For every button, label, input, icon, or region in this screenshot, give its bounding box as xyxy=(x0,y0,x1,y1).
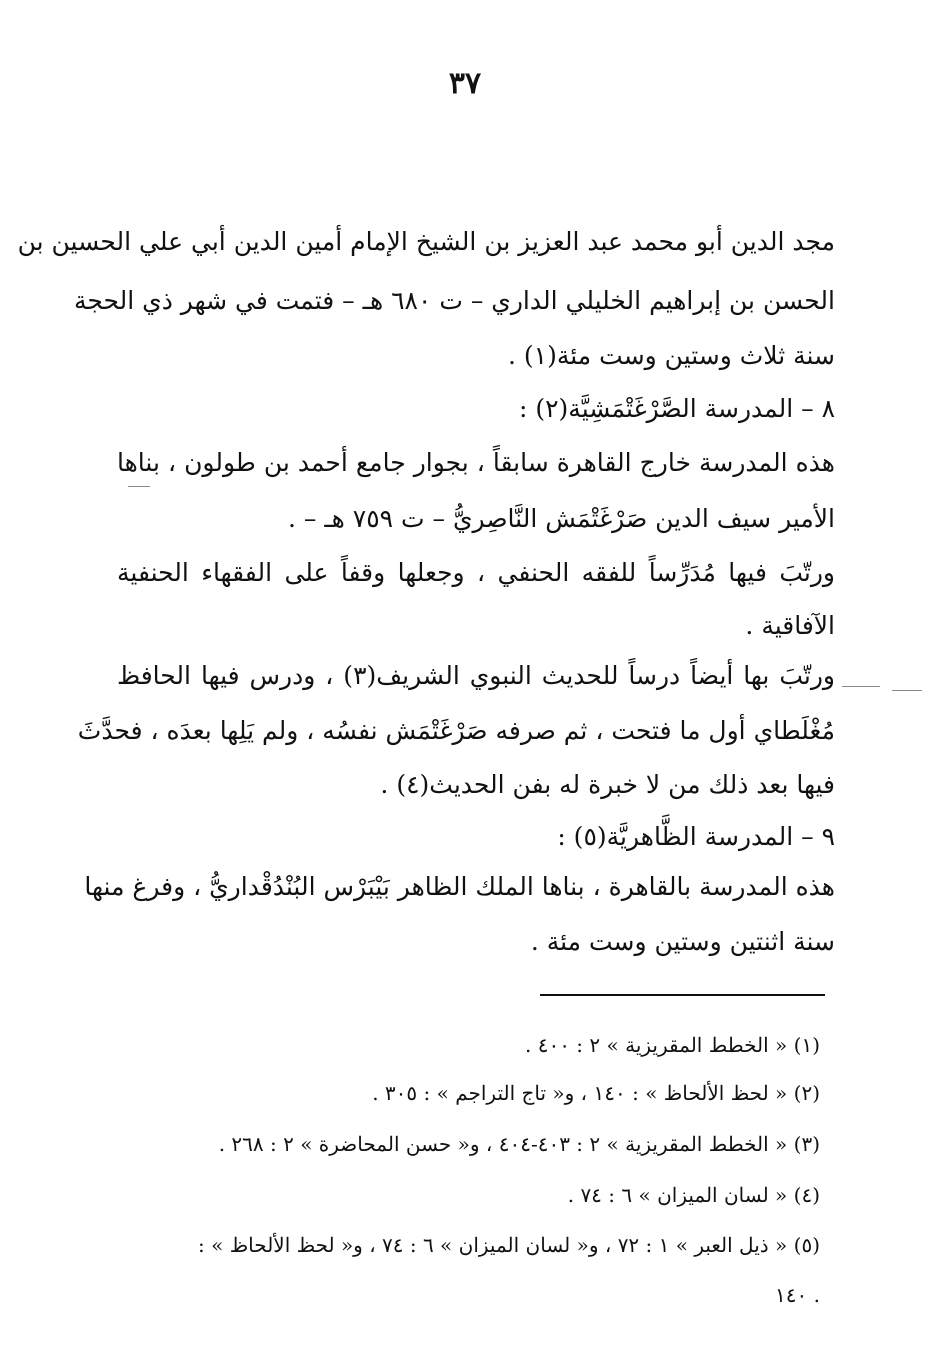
page-number: ٣٧ xyxy=(448,66,482,101)
body-line: سنة اثنتين وستين وست مئة . xyxy=(530,927,835,956)
footnote-separator xyxy=(540,994,825,996)
body-line: مُغْلَطاي أول ما فتحت ، ثم صرفه صَرْغَتْمَش نفسُه ، ولم يَلِها بعدَه ، فحدَّثَ xyxy=(77,716,835,745)
body-line: الحسن بن إبراهيم الخليلي الداري – ت ٦٨٠ هـ – فتمت في شهر ذي الحجة xyxy=(73,286,835,315)
body-line: فيها بعد ذلك من لا خبرة له بفن الحديث(٤) . xyxy=(380,770,835,799)
section-heading-8: ٨ – المدرسة الصَّرْغَتْمَشِيَّة(٢) : xyxy=(518,394,835,423)
body-line: ورتّبَ فيها مُدَرِّساً للفقه الحنفي ، وجعلها وقفاً على الفقهاء الحنفية xyxy=(117,558,835,587)
body-line: الأمير سيف الدين صَرْغَتْمَش النَّاصِريُّ – ت ٧٥٩ هـ – . xyxy=(287,504,835,533)
scan-mark xyxy=(892,690,922,691)
footnote: (٤) « لسان الميزان » ٦ : ٧٤ . xyxy=(567,1183,820,1207)
body-line: هذه المدرسة خارج القاهرة سابقاً ، بجوار جامع أحمد بن طولون ، بناها xyxy=(117,448,835,477)
body-line: مجد الدين أبو محمد عبد العزيز بن الشيخ الإمام أمين الدين أبي علي الحسين بن xyxy=(17,227,835,256)
footnote: (١) « الخطط المقريزية » ٢ : ٤٠٠ . xyxy=(525,1033,820,1057)
section-heading-9: ٩ – المدرسة الظَّاهريَّة(٥) : xyxy=(557,822,835,851)
footnote: . ١٤٠ xyxy=(775,1283,820,1307)
footnote: (٢) « لحظ الألحاظ » : ١٤٠ ، و« تاج التراجم » : ٣٠٥ . xyxy=(372,1081,820,1105)
body-line: سنة ثلاث وستين وست مئة(١) . xyxy=(508,341,835,370)
body-line: هذه المدرسة بالقاهرة ، بناها الملك الظاهر بَيْبَرْس البُنْدُقْداريُّ ، وفرغ منها xyxy=(84,872,835,901)
footnote: (٥) « ذيل العبر » ١ : ٧٢ ، و« لسان الميزان » ٦ : ٧٤ ، و« لحظ الألحاظ » : xyxy=(198,1233,820,1257)
body-line: ورتّبَ بها أيضاً درساً للحديث النبوي الشريف(٣) ، ودرس فيها الحافظ xyxy=(117,661,835,690)
scan-mark xyxy=(842,686,880,687)
footnote: (٣) « الخطط المقريزية » ٢ : ٤٠٣-٤٠٤ ، و« حسن المحاضرة » ٢ : ٢٦٨ . xyxy=(218,1132,820,1156)
body-line: الآفاقية . xyxy=(745,611,835,640)
scan-mark xyxy=(128,486,150,487)
